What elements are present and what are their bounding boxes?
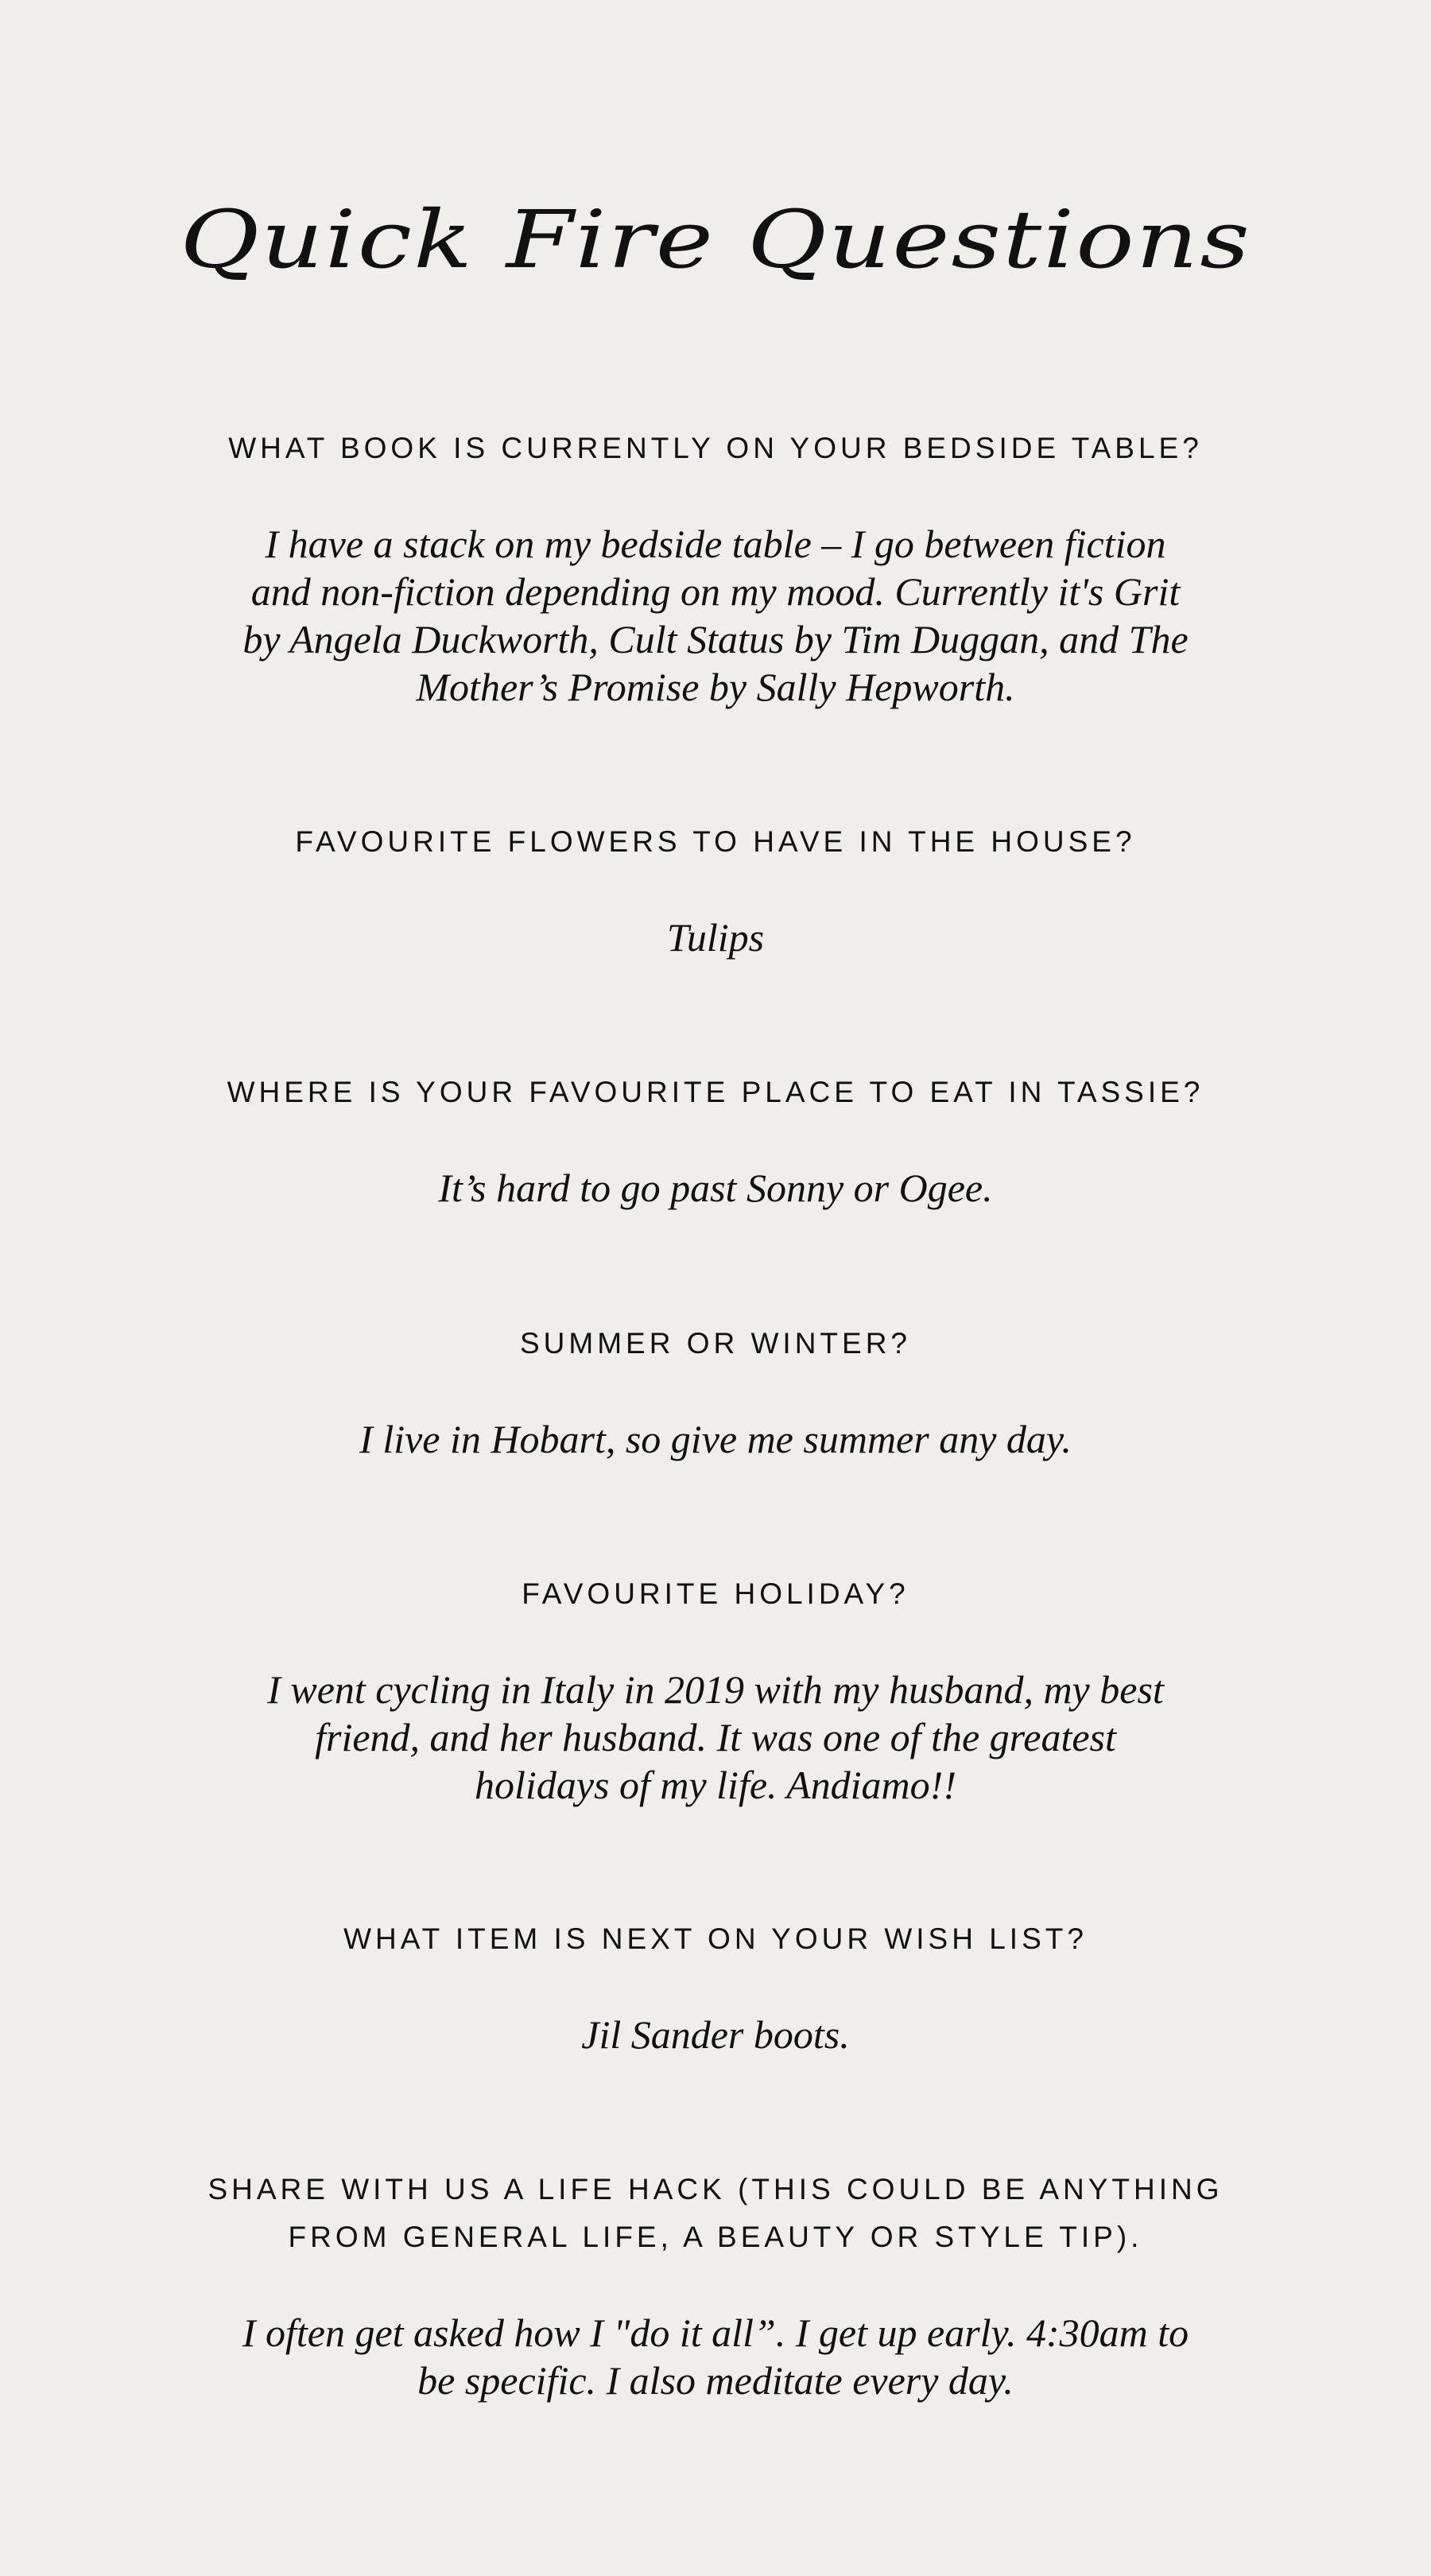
question-text: FAVOURITE FLOWERS TO HAVE IN THE HOUSE? bbox=[295, 825, 1136, 858]
qa-item-life-hack bbox=[0, 2166, 1431, 2404]
question-text: FAVOURITE HOLIDAY? bbox=[522, 1577, 909, 1610]
answer-text: Tulips bbox=[666, 915, 765, 960]
question-text: WHERE IS YOUR FAVOURITE PLACE TO EAT IN TASSIE? bbox=[227, 1076, 1204, 1108]
page-title: Quick Fire Questions bbox=[180, 193, 1251, 286]
answer-text: I live in Hobart, so give me summer any day. bbox=[359, 1417, 1072, 1461]
qa-item-favourite-flowers bbox=[0, 818, 1431, 961]
answer-text: I often get asked how I "do it all”. I get up early. 4:30am to be specific. I also meditate every day. bbox=[242, 2310, 1189, 2403]
qa-item-bedside-book bbox=[0, 425, 1431, 711]
answer-text: It’s hard to go past Sonny or Ogee. bbox=[438, 1166, 993, 1210]
question-text: WHAT ITEM IS NEXT ON YOUR WISH LIST? bbox=[343, 1922, 1088, 1955]
question-text: SHARE WITH US A LIFE HACK (THIS COULD BE ANYTHING FROM GENERAL LIFE, A BEAUTY OR STYLE TIP). bbox=[207, 2173, 1224, 2253]
qa-item-summer-or-winter bbox=[0, 1320, 1431, 1463]
qa-item-favourite-holiday bbox=[0, 1570, 1431, 1809]
question-text: WHAT BOOK IS CURRENTLY ON YOUR BEDSIDE TABLE? bbox=[228, 432, 1203, 464]
question-text: SUMMER OR WINTER? bbox=[520, 1327, 911, 1360]
answer-text: I have a stack on my bedside table – I go between fiction and non-fiction depending on my mood. Currently it's Grit by Angela Duckworth, Cult Status by Tim Duggan, and The Mother’s Promise by Sally Hepworth. bbox=[242, 522, 1189, 709]
answer-text: Jil Sander boots. bbox=[581, 2012, 850, 2057]
qa-item-favourite-place-to-eat bbox=[0, 1069, 1431, 1212]
qa-item-wish-list bbox=[0, 1915, 1431, 2058]
answer-text: I went cycling in Italy in 2019 with my husband, my best friend, and her husband. It was one of the greatest holidays of my life. Andiamo!! bbox=[267, 1667, 1164, 1807]
